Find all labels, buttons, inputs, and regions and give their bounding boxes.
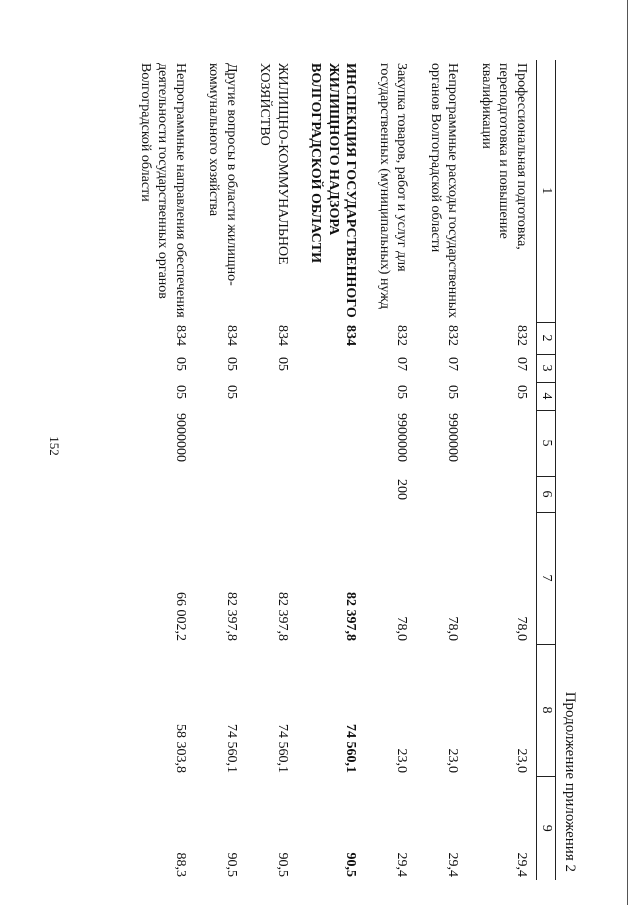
row-col-9-cell: 90,5 [224,852,239,877]
row-col-9-cell: 88,3 [173,852,188,877]
table-row [246,60,297,880]
row-col-2-cell: 832 [394,325,410,346]
header-col-3: 3 [537,354,556,382]
header-col-4: 4 [537,382,556,410]
page-edge-rule [627,0,640,905]
row-name-cell: ЖИЛИЩНО-КОММУНАЛЬНОЕ ХОЗЯЙСТВО [257,63,290,265]
row-col-6-cell [127,476,196,512]
row-name-cell: Непрограммные направления обеспечения деятельности государственных органов Волгоградской области [138,63,188,318]
row-col-3-cell: 05 [224,357,239,371]
row-col-7-cell: 82 397,8 [275,592,290,641]
row-col-4-cell: 05 [514,385,529,399]
row-col-6-cell [246,476,297,512]
table-row [127,60,196,880]
row-col-2-cell: 834 [173,325,188,346]
header-col-2: 2 [537,322,556,354]
row-col-7-cell: 78,0 [445,616,461,641]
row-col-2-cell: 832 [445,325,461,346]
row-col-9-cell: 29,4 [514,852,529,877]
row-col-5-cell: 9000000 [173,413,188,462]
row-col-9-cell: 90,5 [275,852,290,877]
table-row [195,60,246,880]
row-col-3-cell: 07 [394,357,410,371]
row-col-5-cell [297,410,366,476]
table-row [417,60,468,880]
header-col-6: 6 [537,476,556,512]
row-name-cell: Закупка товаров, работ и услуг для государственных (муниципальных) нужд [377,63,410,310]
row-col-8-cell: 74 560,1 [275,724,290,773]
header-row [537,60,556,880]
row-col-5-cell [195,410,246,476]
row-name-cell: ИНСПЕКЦИЯ ГОСУДАРСТВЕННОГО ЖИЛИЩНОГО НАДЗОРА ВОЛГОГРАДСКОЙ ОБЛАСТИ [308,63,359,318]
continuation-title: Продолжение приложения 2 [562,691,578,872]
table-row [366,60,417,880]
row-col-2-cell: 834 [275,325,290,346]
row-col-6-cell [468,476,537,512]
row-col-4-cell: 05 [224,385,239,399]
row-col-3-cell: 07 [514,357,529,371]
row-name-cell: Профессиональная подготовка, переподготовка и повышение квалификации [479,63,529,250]
row-col-3-cell: 05 [275,357,290,371]
row-name-cell: Непрограммные расходы государственных органов Волгоградской области [428,63,461,319]
row-col-8-cell: 74 560,1 [343,724,359,773]
row-col-2-cell: 834 [224,325,239,346]
row-col-6-cell [297,476,366,512]
row-col-5-cell [246,410,297,476]
row-col-5-cell [468,410,537,476]
header-col-8: 8 [537,644,556,776]
row-col-6-cell [417,476,468,512]
row-name-cell: Другие вопросы в области жилищно-коммунального хозяйства [206,63,239,286]
row-col-2-cell: 832 [514,325,529,346]
row-col-4-cell: 05 [394,385,410,399]
row-col-9-cell: 29,4 [394,852,410,877]
row-col-7-cell: 78,0 [394,616,410,641]
row-col-9-cell: 29,4 [445,852,461,877]
row-col-7-cell: 82 397,8 [224,592,239,641]
row-col-7-cell: 82 397,8 [343,592,359,641]
row-col-8-cell: 23,0 [394,748,410,773]
row-col-8-cell: 58 303,8 [173,724,188,773]
row-col-4-cell [246,382,297,410]
row-col-7-cell: 66 002,2 [173,592,188,641]
row-col-3-cell [297,354,366,382]
budget-table [127,60,557,880]
row-col-3-cell: 05 [173,357,188,371]
row-col-3-cell: 07 [445,357,461,371]
row-col-9-cell: 90,5 [343,852,359,877]
row-col-7-cell: 78,0 [514,616,529,641]
header-col-1: 1 [537,60,556,322]
row-col-5-cell: 9900000 [445,413,461,462]
row-col-4-cell: 05 [173,385,188,399]
header-col-7: 7 [537,512,556,644]
row-col-6-cell [195,476,246,512]
row-col-8-cell: 74 560,1 [224,724,239,773]
row-col-6-cell: 200 [394,479,410,500]
rotated-page-content [60,60,580,880]
row-col-5-cell: 9900000 [394,413,410,462]
row-col-2-cell: 834 [343,325,359,346]
row-col-4-cell [297,382,366,410]
table-row [468,60,537,880]
row-col-8-cell: 23,0 [445,748,461,773]
row-col-8-cell: 23,0 [514,748,529,773]
header-col-5: 5 [537,410,556,476]
table-row [297,60,366,880]
row-col-4-cell: 05 [445,385,461,399]
page-number: 152 [47,436,62,456]
header-col-9: 9 [537,776,556,880]
